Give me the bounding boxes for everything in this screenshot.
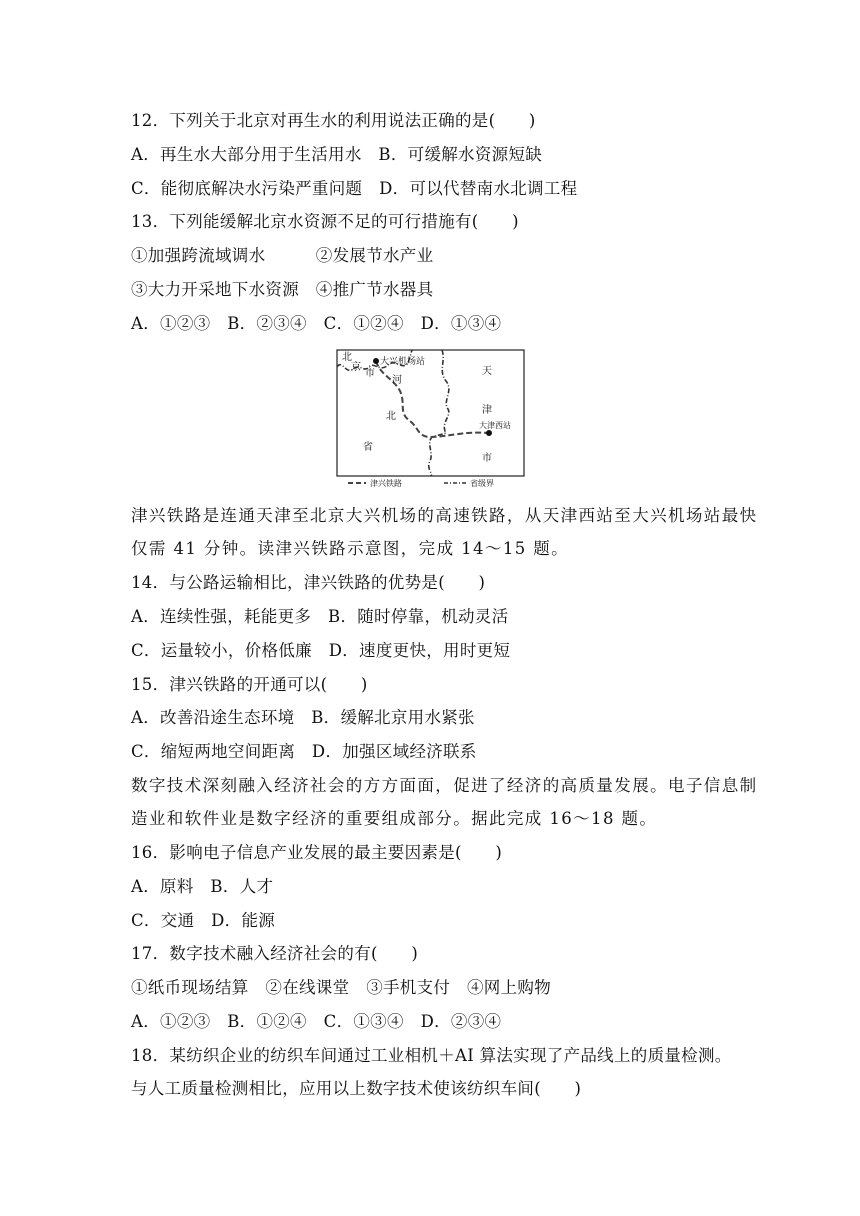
label-hebei-1: 河 [392, 375, 402, 386]
label-beijing-1: 北 [342, 352, 352, 363]
label-hebei-3: 省 [363, 442, 373, 453]
label-beijing-2: 京 [351, 362, 361, 373]
q15-options-cd: C．缩短两地空间距离 D．加强区域经济联系 [131, 742, 477, 761]
q13-stem: 13．下列能缓解北京水资源不足的可行措施有( ) [131, 212, 519, 231]
q16-stem: 16．影响电子信息产业发展的最主要因素是( ) [131, 843, 503, 862]
label-beijing-3: 市 [365, 368, 375, 379]
q14-stem: 14．与公路运输相比，津兴铁路的优势是( ) [131, 573, 486, 592]
q18-stem-line2: 与人工质量检测相比，应用以上数字技术使该纺织车间( ) [131, 1079, 582, 1098]
q13-items-12: ①加强跨流域调水 ②发展节水产业 [131, 246, 434, 265]
q12-stem: 12．下列关于北京对再生水的利用说法正确的是( ) [131, 111, 536, 130]
q14-15-intro-line2: 仅需 41 分钟。读津兴铁路示意图，完成 14～15 题。 [131, 539, 570, 558]
label-station-tianjin-west: 大津西站 [479, 421, 511, 430]
q17-stem: 17．数字技术融入经济社会的有( ) [131, 944, 419, 963]
q15-stem: 15．津兴铁路的开通可以( ) [131, 675, 368, 694]
q12-options-cd: C．能彻底解决水污染严重问题 D．可以代替南水北调工程 [131, 179, 578, 198]
q14-15-intro-line1: 津兴铁路是连通天津至北京大兴机场的高速铁路，从天津西站至大兴机场站最快 [131, 506, 758, 525]
label-tianjin-2: 津 [482, 405, 492, 416]
jinxing-railway-map [336, 349, 526, 489]
q16-18-intro-line1: 数字技术深刻融入经济社会的方方面面，促进了经济的高质量发展。电子信息制 [131, 776, 758, 795]
q14-options-cd: C．运量较小，价格低廉 D．速度更快，用时更短 [131, 641, 511, 660]
q12-options-ab: A．再生水大部分用于生活用水 B．可缓解水资源短缺 [131, 145, 543, 164]
legend-railway-label: 津兴铁路 [370, 479, 402, 488]
label-hebei-2: 北 [386, 411, 396, 422]
q16-options-cd: C．交通 D．能源 [131, 911, 276, 930]
q17-options: A．①②③ B．①②④ C．①③④ D．②③④ [131, 1012, 502, 1031]
q13-options: A．①②③ B．②③④ C．①②④ D．①③④ [131, 314, 502, 333]
label-tianjin-1: 天 [482, 366, 492, 377]
label-station-daxing: 大兴机场站 [380, 357, 426, 367]
q16-18-intro-line2: 造业和软件业是数字经济的重要组成部分。据此完成 16～18 题。 [131, 809, 658, 828]
station-tianjin-west-dot [486, 430, 492, 436]
q18-stem-line1: 18．某纺织企业的纺织车间通过工业相机＋AI 算法实现了产品线上的质量检测。 [131, 1046, 732, 1065]
q17-items: ①纸币现场结算 ②在线课堂 ③手机支付 ④网上购物 [131, 978, 551, 997]
legend-boundary-label: 省级界 [470, 479, 494, 488]
q14-options-ab: A．连续性强，耗能更多 B．随时停靠，机动灵活 [131, 607, 509, 626]
station-daxing-dot [373, 358, 379, 364]
q16-options-ab: A．原料 B．人才 [131, 877, 274, 896]
label-tianjin-3: 市 [482, 453, 492, 464]
q13-items-34: ③大力开采地下水资源 ④推广节水器具 [131, 280, 434, 299]
q15-options-ab: A．改善沿途生态环境 B．缓解北京用水紧张 [131, 708, 475, 727]
